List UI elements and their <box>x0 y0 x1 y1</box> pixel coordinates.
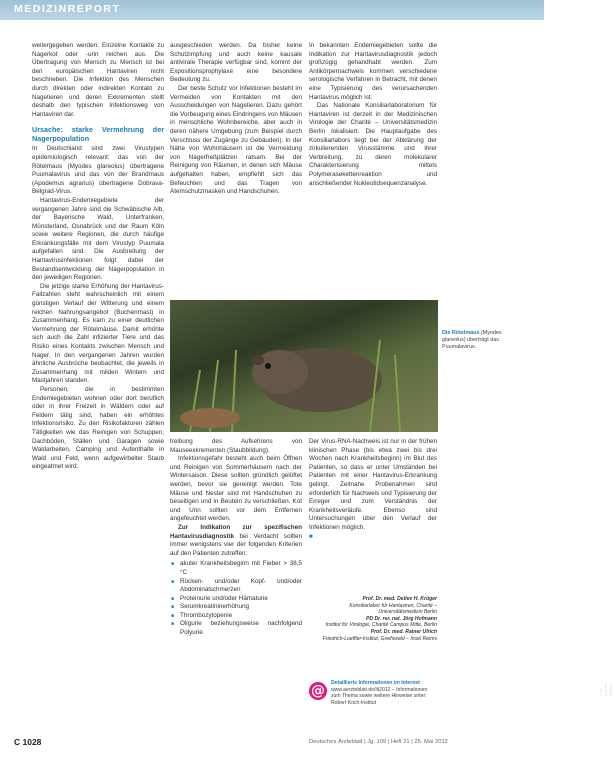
author-name: Prof. Dr. med. Rainer Ulrich <box>370 628 437 635</box>
author-affiliation: Konsiliarlabor für Hantaviren, Charité – Universitätsmedizin Berlin <box>349 602 437 616</box>
inline-heading: Zur Indikation zur spezifischen Hantavirusdiagnostik <box>170 523 302 540</box>
paragraph: weitergegeben werden. Einzelne Kontakte zu Nagerkot oder -urin reichen aus. Die Übertragung von Mensch zu Mensch ist bei den europäischen Hantaviren nicht beschrieben. Die Infektion des Menschen durch direkten oder indirekten Kontakt zu Nagetieren und deren Exkrementen stellt deshalb den typischen Infektionsweg von Hantaviren dar. <box>32 42 164 118</box>
paragraph <box>170 524 302 558</box>
paragraph: Das Nationale Konsiliarlaboratorium für Hantaviren ist derzeit in der Medizinischen Virologie der Charité – Universitätsmedizin Berlin lokalisiert. Die Hauptaufgabe des Konsiliarlabors liegt bei der Abklärung der zirkulierenden Virusstämme und ihrer Verbreitung, zu deren molekularer Charakterisierung mittels Polymerasekettenreaktion und anschließender Nukleotidsequenzanalyse. <box>309 102 437 187</box>
paragraph: Personen, die in bestimmten Endemiegebieten wohnen oder dort beruflich oder in ihrer Freizeit in Wäldern oder auf Feldern tätig sind, haben ein erhöhtes Infektionsrisiko. Zu den Risikofaktoren zählen Tätigkeiten wie das Reinigen von Schuppen, Dachböden, Ställen und Garagen sowie Waldarbeiten, Camping und Aufenthalte in Wald und Feld, wenn aufgewirbelter Staub eingeatmet wird. <box>32 385 164 471</box>
internet-info-box <box>309 680 437 716</box>
list-item: ■ Rücken- und/oder Kopf- und/oder Abdominalschmerzen <box>170 578 302 595</box>
list-item: ■ akuter Krankheitsbeginn mit Fieber > 38,5 °C <box>170 560 302 577</box>
page-footer <box>14 737 514 749</box>
paragraph: Der beste Schutz vor Infektionen besteht im Vermeiden von Kontakten mit den Ausscheidungen von Nagetieren. Dazu gehört die Vorbeugung eines Eindringens von Mäusen in menschliche Wohnbereiche, aber auch in deren nähere Umgebung (zum Beispiel durch Verschluss der Zugänge zu Gebäuden). In der Nähe von Wohnhäusern ist die Vermeidung von Nagerfreßplätzen ratsam. Bei der Reinigung von Räumen, in denen sich Mäuse aufgehalten haben, empfiehlt sich das Befeuchten und das Tragen von Atemschutzmasken und Handschuhen. <box>170 84 302 196</box>
section-title: MEDIZINREPORT <box>14 3 121 15</box>
author-name: Prof. Dr. med. Detlev H. Krüger <box>362 596 437 602</box>
vole-image <box>170 300 438 432</box>
subheading: Ursache: starke Vermehrung der Nagerpopulation <box>32 125 164 144</box>
author-name: PD Dr. rer. nat. Jörg Hofmann <box>365 615 437 622</box>
page-number: C 1028 <box>14 737 42 747</box>
info-text <box>331 680 437 706</box>
paragraph: Hantavirus-Endemiegebiete der vergangenen Jahre sind die Schwäbische Alb, der Bayerische Wald, Unterfranken, Münsterland, Osnabrück und der Raum Köln sowie weitere Regionen, die durch häufige Erkrankungsfälle mit dem Virustyp Puumala aufgefallen sind. Die Ausbreitung der Hantavirusinfektionen folgt dabei der Bestandsentwicklung der Nagerpopulation in den jeweiligen Regionen. <box>32 196 164 282</box>
photo-credit: Foto: picture alliance <box>598 682 613 696</box>
list-item: ■ Thrombozytopenie <box>170 612 302 621</box>
author-block <box>309 596 437 642</box>
header-band <box>0 0 544 20</box>
paragraph: Die jetzige starke Erhöhung der Hantavirus-Fallzahlen steht wahrscheinlich mit einem günstigen Verlauf der Witterung und einem reichen Nahrungsangebot (Buchenmast) in Zusammenhang. Es kam zu einer deutlichen Vermehrung der Rötelmäuse. Damit erhöhte sich auch die Zahl infizierter Tiere und das Risiko eines Kontakts zwischen Mensch und Nager. In den vergangenen Jahren wurden ähnliche Ausbrüche beobachtet, die jeweils in Zusammenhang mit milden Wintern und Mastjahren standen. <box>32 282 164 385</box>
end-mark: ■ <box>309 533 313 540</box>
author-affiliation: Institut für Virologie, Charité Campus Mitte, Berlin <box>325 622 437 629</box>
paragraph: In Deutschland sind zwei Virustypen epidemiologisch relevant: das von der Rötelmaus (Myodes glareolus) übertragene Puumalavirus und das von der Brandmaus (Apodemus agrarius) übertragene Dobrava-Belgrad-Virus. <box>32 145 164 196</box>
photo-caption <box>442 330 514 351</box>
paragraph: In bekannten Endemiegebieten sollte die Indikation zur Hantavirusdiagnostik jedoch großzügig gehandhabt werden. Zum Antikörpernachweis kommen verschiedene serologische Verfahren in Betracht, mit denen eine Typisierung des verursachenden Hantavirus möglich ist. <box>309 42 437 101</box>
paragraph: Infektionsgefahr besteht auch beim Öffnen und Reinigen von Sommerhäusern nach der Wintersaison. Diese sollten gründlich gelüftet werden, bevor sie gereinigt werden. Tote Mäuse und Nester sind mit Handschuhen zu beseitigen und in Beuteln zu verschließen. Kot und Urin sollten vor dem Entfernen angefeuchtet werden. <box>170 455 302 523</box>
caption-title: Die Rötelmaus <box>442 330 480 336</box>
at-sign-icon: @ <box>311 683 325 699</box>
paragraph: Der Virus-RNA-Nachweis ist nur in der frühen klinischen Phase (bis etwa zwei bis drei Wochen nach Krankheitsbeginn) im Blut des Patienten, so dass er unter Umständen bei Patienten mit einer Hantavirus-Erkrankung gelingt. Zeitnahe Probenahmen sind erforderlich für Nachweis und Typisierung der Erreger und zum Verständnis der Krankheitsverläufe. Ebenso sind Untersuchungen über den Verlauf der Infektionen möglich. <box>309 438 437 531</box>
caption-text: (Myodes glareolus) überträgt das Puumalavirus. <box>442 330 502 350</box>
info-heading: Detaillierte Informationen im Internet <box>331 680 420 686</box>
paragraph: treibung des Aufkehrens von Mauseexkrementen (Staubbildung). <box>170 438 302 454</box>
list-item: ■ Serumkreatininerhöhung <box>170 603 302 612</box>
info-body: www.aerzteblatt.de/lit2012 – Informationen zum Thema sowie weitere Hinweise unter: Robert Koch-Institut <box>331 686 428 706</box>
list-item: ■ Oligurie beziehungsweise nachfolgend Polyurie. <box>170 620 302 637</box>
inline-text: bei Verdacht sollten immer wenigstens vier der folgenden Kriterien auf den Patienten zutreffen: <box>170 532 302 557</box>
list-item: ■ Proteinurie und/oder Hämaturie <box>170 595 302 604</box>
criteria-list <box>170 560 302 637</box>
paragraph: ausgeschieden werden. Da bisher keine Schutzimpfung und auch keine kausale antivirale Therapie verfügbar sind, kommt der Expositionsprophylaxe eine besondere Bedeutung zu. <box>170 42 302 84</box>
column-1 <box>32 42 164 472</box>
column-3-top <box>309 42 437 188</box>
column-3-bottom <box>309 438 437 541</box>
column-2-bottom <box>170 438 302 638</box>
journal-reference: Deutsches Ärzteblatt | Jg. 109 | Heft 21 | 25. Mai 2012 <box>309 739 448 745</box>
author-affiliation: Friedrich-Loeffler-Institut, Greifswald – Insel Riems <box>322 635 437 642</box>
column-2-top <box>170 42 302 197</box>
